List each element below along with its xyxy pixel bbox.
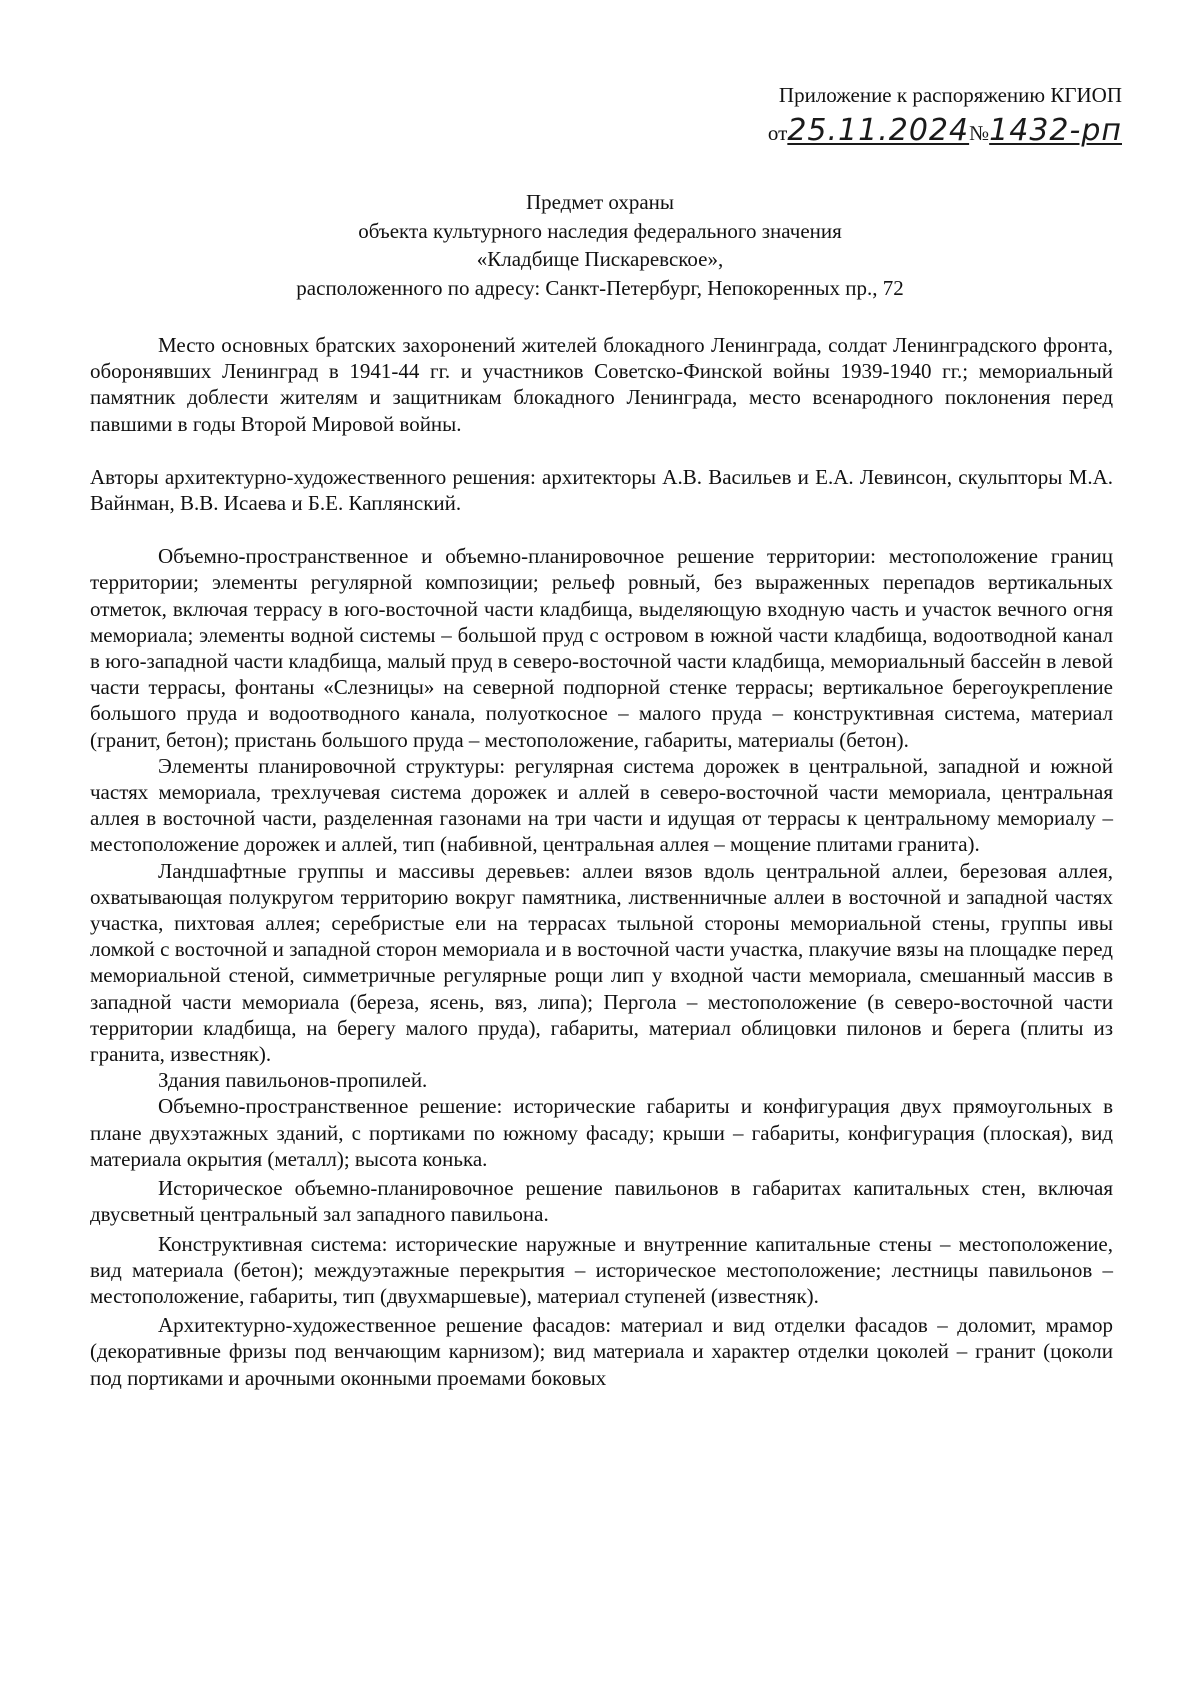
appendix-header [768,80,1122,158]
paragraph-spatial-solution: Объемно-пространственное и объемно-планировочное решение территории: местоположение границ территории; элементы регулярной композиции; рельеф ровный, без выраженных перепадов вертикальных отметок, включая террасу в юго-восточной части кладбища, выделяющую входную часть и участок вечного огня мемориала; элементы водной системы – большой пруд с островом в южной части кладбища, водоотводной канал в юго-западной части кладбища, малый пруд в северо-восточной части кладбища, мемориальный бассейн в левой части террасы, фонтаны «Слезницы» на северной подпорной стенке террасы; вертикальное берегоукрепление большого пруда и водоотводного канала, полуоткосное – малого пруда – конструктивная система, материал (гранит, бетон); пристань большого пруда – местоположение, габариты, материалы (бетон). [90,544,1113,752]
paragraph-facades: Архитектурно-художественное решение фасадов: материал и вид отделки фасадов – доломит, мрамор (декоративные фризы под венчающим карнизом); вид материала и характер отделки цоколей – гранит (цоколи под портиками и арочными оконными проемами боковых [90,1313,1113,1390]
paragraph-structural-system: Конструктивная система: исторические наружные и внутренние капитальные стены – местоположение, вид материала (бетон); междуэтажные перекрытия – историческое местоположение; лестницы павильонов – местоположение, габариты, тип (двухмаршевые), материал ступеней (известняк). [90,1231,1113,1308]
paragraph-pavilions-heading: Здания павильонов-пропилей. [158,1068,428,1093]
paragraph-pavilions-volume: Объемно-пространственное решение: исторические габариты и конфигурация двух прямоугольных в плане двухэтажных зданий, с портиками по южному фасаду; крыши – габариты, конфигурация (плоская), вид материала окрытия (металл); высота конька. [90,1094,1113,1171]
title-line-4: расположенного по адресу: Санкт-Петербург, Непокоренных пр., 72 [296,275,904,300]
title-line-1: Предмет охраны [525,190,675,214]
paragraph-pavilions-layout: Историческое объемно-планировочное решение павильонов в габаритах капитальных стен, включая двусветный центральный зал западного павильона. [90,1176,1113,1227]
order-reference [767,113,1122,158]
order-number-handwritten: 1432-рп [989,113,1122,148]
document-body [90,332,1113,1391]
order-number-sign: № [969,121,990,145]
document-title-block [90,188,1110,302]
paragraph-authors: Авторы архитектурно-художественного решения: архитекторы А.В. Васильев и Е.А. Левинсон, скульпторы М.А. Вайнман, В.В. Исаева и Б.Е. Каплянский. [90,464,1113,516]
order-prefix: от [767,121,788,145]
paragraph-landscape-groups: Ландшафтные группы и массивы деревьев: аллеи вязов вдоль центральной аллеи, березовая аллея, охватывающая полукругом территорию вокруг памятника, лиственничные аллеи в восточной и западной частях участка, пихтовая аллея; серебристые ели на террасах тыльной стороны мемориальной стены, группы ивы ломкой с восточной и западной сторон мемориала и в восточной части участка, плакучие вязы на площадке перед мемориальной стеной, симметричные регулярные рощи лип у входной части мемориала, смешанный массив в западной части мемориала (береза, ясень, вяз, липа); Пергола – местоположение (в северо-восточной части территории кладбища, на берегу малого пруда), габариты, материал облицовки пилонов и берега (плиты из гранита, известняк). [90,858,1113,1067]
appendix-title: Приложение к распоряжению КГИОП [778,83,1122,107]
title-line-3: «Кладбище Пискаревское», [476,247,724,271]
paragraph-memorial-description: Место основных братских захоронений жителей блокадного Ленинграда, солдат Ленинградского фронта, оборонявших Ленинград в 1941-44 гг. и участников Советско-Финской войны 1939-1940 гг.; мемориальный памятник доблести жителям и защитникам блокадного Ленинграда, место всенародного поклонения перед павшими в годы Второй Мировой войны. [90,333,1113,436]
title-line-2: объекта культурного наследия федерального значения [358,218,842,243]
order-date-handwritten: 25.11.2024 [787,113,970,148]
paragraph-planning-structure: Элементы планировочной структуры: регулярная система дорожек в центральной, западной и южной частях мемориала, трехлучевая система дорожек и аллей в северо-восточной части мемориала, центральная аллея в восточной части, разделенная газонами на три части и идущая от террасы к центральному мемориалу – местоположение дорожек и аллей, тип (набивной, центральная аллея – мощение плитами гранита). [90,753,1113,857]
